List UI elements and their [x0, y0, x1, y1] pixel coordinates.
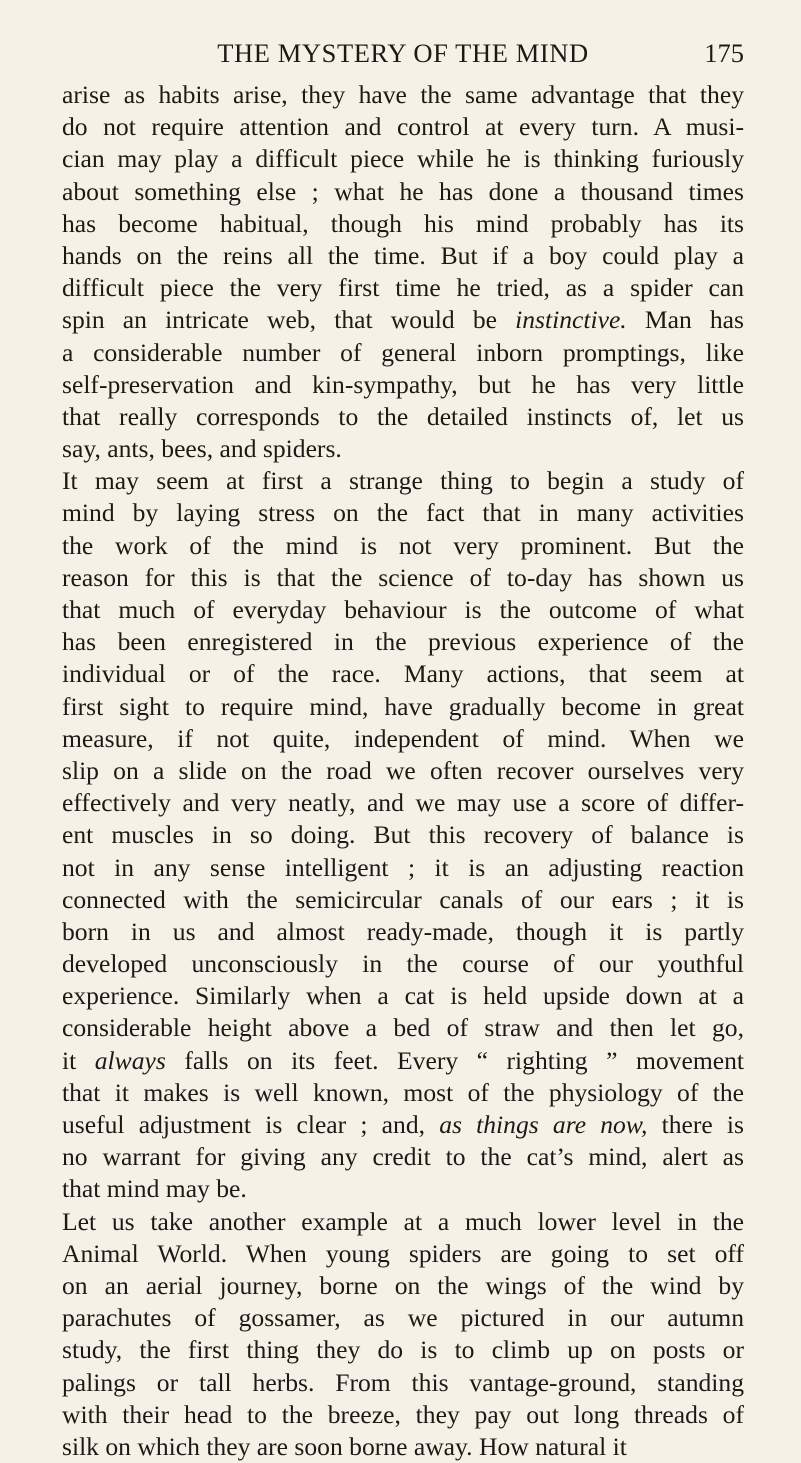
text-run: first sight to require mind, have gradually become in great — [62, 691, 744, 721]
text-line — [62, 176, 744, 208]
text-line — [62, 1431, 744, 1463]
text-run: mind by laying stress on the fact that in many activities — [62, 498, 744, 528]
text-run: with their head to the breeze, they pay out long threads of — [62, 1399, 744, 1429]
text-run: has been enregistered in the previous experience of the — [62, 627, 744, 657]
text-run: Animal World. When young spiders are going to set off — [62, 1238, 744, 1268]
text-line — [62, 1045, 744, 1077]
text-run: no warrant for giving any credit to the cat’s mind, alert as — [62, 1142, 744, 1172]
page-number: 175 — [704, 38, 744, 68]
text-run: Let us take another example at a much lower level in the — [62, 1206, 744, 1236]
text-line — [62, 723, 744, 755]
text-run: useful adjustment is clear ; and, — [62, 1110, 440, 1139]
text-line — [62, 1238, 744, 1270]
text-line — [62, 819, 744, 851]
paragraph — [62, 465, 744, 1205]
text-run: not in any sense intelligent ; it is an adjusting reaction — [62, 852, 744, 882]
text-run: developed unconsciously in the course of our youthful — [62, 949, 744, 979]
text-run: difficult piece the very first time he tried, as a spider can — [62, 273, 744, 303]
text-line — [62, 1141, 744, 1173]
text-run: self-preservation and kin-sympathy, but he has very little — [62, 369, 744, 399]
text-line — [62, 755, 744, 787]
running-head — [62, 36, 744, 70]
text-line — [62, 1270, 744, 1302]
text-run: effectively and very neatly, and we may use a score of differ- — [62, 788, 744, 818]
text-run: spin an intricate web, that would be — [62, 305, 516, 335]
text-run: on an aerial journey, borne on the wings of the wind by — [62, 1270, 744, 1300]
text-line — [62, 948, 744, 980]
text-run: measure, if not quite, independent of mind. When we — [62, 723, 744, 753]
text-line — [62, 980, 744, 1012]
text-run: Man has — [626, 305, 745, 335]
text-run: the work of the mind is not very prominent. But the — [62, 530, 744, 560]
text-line — [62, 530, 744, 562]
italic-text: as things are now, — [439, 1110, 648, 1139]
paragraph — [62, 1206, 744, 1463]
text-line — [62, 1206, 744, 1238]
italic-text: always — [94, 1045, 166, 1075]
text-run: that mind may be. — [62, 1174, 247, 1204]
text-line — [62, 1334, 744, 1366]
text-run: say, ants, bees, and spiders. — [62, 434, 342, 464]
text-line — [62, 1367, 744, 1399]
text-run: a considerable number of general inborn promptings, like — [62, 337, 744, 367]
text-line — [62, 916, 744, 948]
text-line — [62, 1012, 744, 1044]
text-line — [62, 626, 744, 658]
text-run: that it makes is well known, most of the physiology of the — [62, 1077, 744, 1107]
text-run: slip on a slide on the road we often recover ourselves very — [62, 755, 744, 785]
text-line — [62, 1173, 744, 1205]
text-line — [62, 208, 744, 240]
text-line — [62, 787, 744, 819]
text-run: connected with the semicircular canals of our ears ; it is — [62, 884, 744, 914]
text-run: that really corresponds to the detailed instincts of, let us — [62, 401, 744, 431]
paragraph — [62, 79, 744, 465]
text-run: hands on the reins all the time. But if a boy could play a — [62, 240, 744, 270]
text-line — [62, 1077, 744, 1109]
italic-text: instinctive. — [515, 305, 627, 335]
text-run: It may seem at first a strange thing to begin a study of — [62, 466, 744, 496]
text-run: about something else ; what he has done a thousand times — [62, 176, 744, 206]
text-run: falls on its feet. Every “ righting ” movement — [165, 1045, 744, 1075]
text-run: considerable height above a bed of straw and then let go, — [62, 1013, 744, 1043]
text-line — [62, 1302, 744, 1334]
text-line — [62, 433, 744, 465]
text-line — [62, 594, 744, 626]
text-run: that much of everyday behaviour is the outcome of what — [62, 595, 744, 624]
text-run: it — [62, 1045, 95, 1075]
text-run: arise as habits arise, they have the same advantage that they — [62, 80, 744, 109]
text-line — [62, 111, 744, 143]
text-run: parachutes of gossamer, as we pictured in our autumn — [62, 1303, 744, 1333]
text-run: palings or tall herbs. From this vantage-ground, standing — [62, 1367, 744, 1397]
text-run: there is — [647, 1110, 744, 1139]
text-line — [62, 79, 744, 111]
text-line — [62, 1399, 744, 1431]
text-run: has become habitual, though his mind probably has its — [62, 208, 744, 238]
text-run: ent muscles in so doing. But this recovery of balance is — [62, 820, 744, 850]
text-line — [62, 304, 744, 336]
text-line — [62, 1109, 744, 1141]
text-run: silk on which they are soon borne away. How natural it — [62, 1431, 627, 1461]
text-line — [62, 658, 744, 690]
text-line — [62, 240, 744, 272]
text-run: study, the first thing they do is to climb up on posts or — [62, 1335, 744, 1365]
text-line — [62, 337, 744, 369]
body-text — [62, 79, 744, 1463]
text-line — [62, 272, 744, 304]
text-line — [62, 369, 744, 401]
text-run: experience. Similarly when a cat is held upside down at a — [62, 981, 744, 1011]
text-run: do not require attention and control at every turn. A musi- — [62, 112, 744, 142]
text-line — [62, 401, 744, 433]
text-line — [62, 562, 744, 594]
text-line — [62, 465, 744, 497]
text-run: cian may play a difficult piece while he is thinking furiously — [62, 144, 744, 174]
text-line — [62, 497, 744, 529]
text-run: reason for this is that the science of to-day has shown us — [62, 562, 744, 592]
text-run: individual or of the race. Many actions, that seem at — [62, 659, 744, 689]
running-title: THE MYSTERY OF THE MIND — [217, 38, 589, 68]
text-line — [62, 852, 744, 884]
text-line — [62, 691, 744, 723]
text-line — [62, 143, 744, 175]
text-line — [62, 884, 744, 916]
text-run: born in us and almost ready-made, though it is partly — [62, 916, 744, 946]
